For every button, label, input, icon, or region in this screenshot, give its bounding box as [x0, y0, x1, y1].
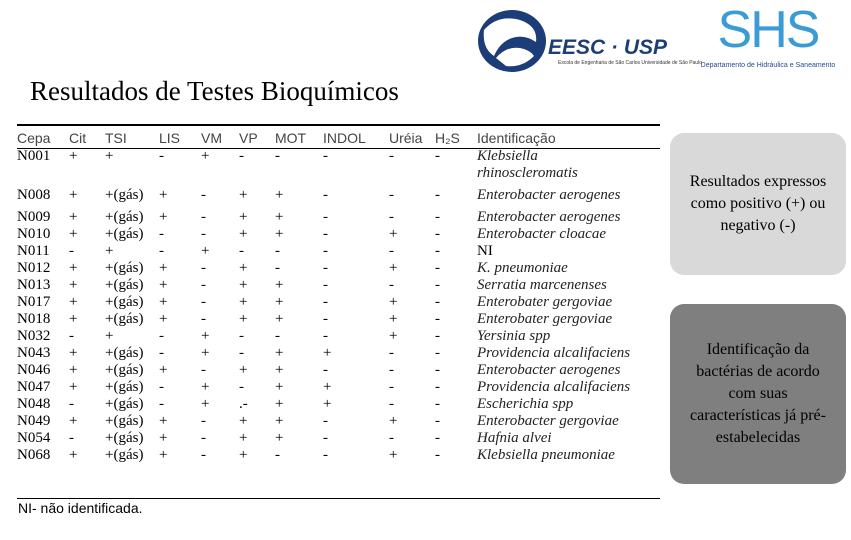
table-cell: +: [201, 345, 210, 361]
table-row: [17, 328, 660, 345]
table-cell: [323, 165, 389, 182]
table-cell: -: [201, 362, 206, 378]
table-cell: -: [435, 209, 440, 225]
table-cell: +: [105, 148, 114, 164]
table-cell: -: [201, 277, 206, 293]
table-cell: -: [435, 311, 440, 327]
identification-cell: Providencia alcalifaciens: [477, 379, 631, 395]
column-header: INDOL: [323, 130, 366, 146]
table-cell: +: [239, 362, 248, 378]
table-cell: -: [435, 328, 440, 344]
table-row: [17, 430, 660, 447]
table-row: [17, 396, 660, 413]
table-cell: [17, 165, 69, 182]
table-cell: -: [201, 226, 206, 242]
table-cell: +: [275, 379, 284, 395]
table-cell: +: [69, 345, 78, 361]
table-cell: +(gás): [105, 379, 144, 395]
identification-cell: Providencia alcalifaciens: [477, 345, 631, 361]
column-header: Cepa: [17, 130, 51, 146]
table-cell: +: [323, 379, 332, 395]
table-cell: [159, 165, 201, 182]
table-cell: [105, 165, 159, 182]
table-cell: N008: [17, 187, 51, 203]
table-cell: +: [159, 187, 168, 203]
shs-logo-subtext: Departamento de Hidráulica e Saneamento: [700, 62, 836, 69]
table-row: [17, 260, 660, 277]
table-cell: -: [323, 187, 328, 203]
identification-cell: Enterobater gergoviae: [477, 294, 613, 310]
table-cell: +: [275, 209, 284, 225]
table-cell: -: [275, 328, 280, 344]
table-cell: +: [239, 447, 248, 463]
table-cell: -: [389, 430, 394, 446]
table-cell: +(gás): [105, 413, 144, 429]
identification-cell: Klebsiella: [477, 148, 538, 164]
table-row: [17, 294, 660, 311]
table-cell: -: [435, 187, 440, 203]
column-header: LIS: [159, 130, 181, 146]
identification-cell: Escherichia spp: [477, 396, 574, 412]
table-cell: -: [275, 260, 280, 276]
table-header-row: [17, 128, 660, 148]
table-cell: N046: [17, 362, 51, 378]
table-cell: -: [435, 294, 440, 310]
table-cell: -: [435, 243, 440, 259]
table-cell: +: [239, 311, 248, 327]
table-cell: N049: [17, 413, 51, 429]
table-cell: -: [435, 362, 440, 378]
table-cell: +: [201, 396, 210, 412]
table-row: [17, 345, 660, 362]
table-cell: -: [239, 328, 244, 344]
table-cell: +: [239, 209, 248, 225]
table-cell: N047: [17, 379, 51, 395]
identification-cell: NI: [477, 243, 493, 259]
table-cell: -: [389, 396, 394, 412]
table-cell: -: [323, 447, 328, 463]
table-cell: +: [69, 277, 78, 293]
table-cell: -: [159, 328, 164, 344]
table-cell: -: [389, 379, 394, 395]
identification-cell: K. pneumoniae: [477, 260, 568, 276]
footnote: NI- não identificada.: [18, 500, 143, 516]
table-cell: +: [275, 430, 284, 446]
table-cell: -: [159, 379, 164, 395]
table-row: [17, 243, 660, 260]
table-cell: +: [159, 430, 168, 446]
table-cell: +: [105, 243, 114, 259]
table-cell: +: [69, 260, 78, 276]
table-cell: N018: [17, 311, 51, 327]
table-cell: +: [69, 148, 78, 164]
table-cell: -: [435, 148, 440, 164]
table-cell: -: [435, 260, 440, 276]
table-row: [17, 447, 660, 464]
column-header: Identificação: [477, 130, 556, 146]
table-cell: +: [275, 294, 284, 310]
table-cell: +: [389, 447, 398, 463]
table-cell: -: [389, 243, 394, 259]
identification-cell: Hafnia alvei: [477, 430, 552, 446]
table-cell: +(gás): [105, 187, 144, 203]
table-cell: -: [435, 226, 440, 242]
table-cell: +: [201, 243, 210, 259]
table-cell: .-: [239, 396, 248, 412]
table-cell: N032: [17, 328, 51, 344]
table-cell: +(gás): [105, 277, 144, 293]
table-cell: -: [275, 243, 280, 259]
table-cell: +(gás): [105, 430, 144, 446]
table-cell: +: [239, 226, 248, 242]
table-row: [17, 362, 660, 379]
table-cell: N013: [17, 277, 51, 293]
table-cell: -: [323, 277, 328, 293]
table-cell: -: [389, 187, 394, 203]
table-cell: -: [201, 447, 206, 463]
table-cell: -: [435, 379, 440, 395]
identification-cell: Enterobacter aerogenes: [477, 187, 621, 203]
table-cell: +: [201, 148, 210, 164]
table-cell: -: [323, 148, 328, 164]
table-cell: -: [389, 209, 394, 225]
table-row: [17, 165, 660, 182]
table-cell: +: [239, 413, 248, 429]
table-cell: -: [275, 447, 280, 463]
table-cell: N012: [17, 260, 51, 276]
table-cell: +: [159, 362, 168, 378]
table-cell: +: [239, 187, 248, 203]
table-cell: -: [323, 209, 328, 225]
table-row: [17, 226, 660, 243]
table-cell: +: [159, 413, 168, 429]
table-cell: -: [435, 396, 440, 412]
table-cell: +: [69, 226, 78, 242]
table-cell: -: [435, 277, 440, 293]
table-cell: +: [275, 396, 284, 412]
info-box-results: [670, 133, 846, 275]
table-cell: +(gás): [105, 260, 144, 276]
table-cell: -: [323, 413, 328, 429]
table-cell: +: [159, 311, 168, 327]
table-cell: N043: [17, 345, 51, 361]
identification-cell: Enterobacter aerogenes: [477, 209, 621, 225]
identification-cell: Enterobacter gergoviae: [477, 413, 619, 429]
table-bottom-rule: [17, 498, 660, 499]
table-cell: +: [69, 379, 78, 395]
table-cell: +: [69, 311, 78, 327]
identification-cell: Enterobacter cloacae: [477, 226, 606, 242]
table-cell: +(gás): [105, 294, 144, 310]
table-cell: -: [239, 345, 244, 361]
table-cell: +: [239, 277, 248, 293]
table-cell: +: [389, 294, 398, 310]
table-cell: +: [69, 447, 78, 463]
table-cell: [435, 165, 477, 182]
table-cell: -: [159, 396, 164, 412]
table-cell: +: [159, 294, 168, 310]
identification-cell: Enterobater gergoviae: [477, 311, 613, 327]
table-cell: -: [323, 430, 328, 446]
table-cell: +: [323, 345, 332, 361]
table-cell: -: [201, 294, 206, 310]
info-box-identification-text: Identificação da bactérias de acordo com suas características já pré-estabelecidas: [690, 341, 826, 446]
identification-cell: Yersinia spp: [477, 328, 551, 344]
table-cell: -: [435, 447, 440, 463]
table-cell: -: [201, 260, 206, 276]
table-cell: -: [69, 430, 74, 446]
table-cell: [201, 165, 239, 182]
table-cell: -: [435, 430, 440, 446]
table-cell: -: [159, 148, 164, 164]
table-cell: [239, 165, 275, 182]
table-row: [17, 311, 660, 328]
table-cell: [69, 165, 105, 182]
table-cell: +: [389, 328, 398, 344]
column-header: Uréia: [389, 130, 423, 146]
column-header: H₂S: [435, 130, 460, 146]
table-cell: +(gás): [105, 226, 144, 242]
table-row: [17, 182, 660, 209]
table-cell: +: [201, 379, 210, 395]
table-cell: -: [201, 187, 206, 203]
table-cell: -: [201, 413, 206, 429]
table-cell: N048: [17, 396, 51, 412]
table-cell: +(gás): [105, 345, 144, 361]
table-cell: +: [159, 209, 168, 225]
shs-logo-text: SHS: [717, 1, 819, 59]
table-cell: +(gás): [105, 362, 144, 378]
table-row: [17, 379, 660, 396]
table-cell: +: [275, 362, 284, 378]
table-cell: +: [239, 430, 248, 446]
table-cell: +(gás): [105, 447, 144, 463]
identification-cell: rhinoscleromatis: [477, 165, 578, 181]
table-cell: -: [201, 430, 206, 446]
table-cell: N001: [17, 148, 51, 164]
column-header: Cit: [69, 130, 87, 146]
table-cell: -: [159, 243, 164, 259]
table-cell: +: [275, 413, 284, 429]
table-cell: +: [159, 277, 168, 293]
table-cell: +: [105, 328, 114, 344]
table-cell: +: [69, 294, 78, 310]
table-cell: +: [275, 311, 284, 327]
column-header: TSI: [105, 130, 127, 146]
table-cell: -: [389, 148, 394, 164]
table-cell: N017: [17, 294, 51, 310]
table-cell: -: [435, 345, 440, 361]
table-cell: -: [389, 345, 394, 361]
table-cell: -: [323, 328, 328, 344]
column-header: VP: [239, 130, 258, 146]
globe-icon: [476, 8, 548, 74]
table-cell: +: [159, 447, 168, 463]
biochemical-results-table: [17, 124, 660, 500]
table-cell: +(gás): [105, 209, 144, 225]
table-cell: -: [323, 226, 328, 242]
eesc-logo-text: EESC · USP: [548, 36, 668, 59]
table-cell: +: [389, 260, 398, 276]
table-cell: +: [389, 311, 398, 327]
table-row: [17, 413, 660, 430]
table-cell: [275, 165, 323, 182]
shs-logo: [688, 1, 848, 76]
info-box-results-text: Resultados expressos como positivo (+) ou negativo (-): [689, 173, 827, 234]
table-cell: +: [239, 260, 248, 276]
table-cell: +: [275, 277, 284, 293]
table-top-rule: [17, 124, 660, 126]
table-cell: N009: [17, 209, 51, 225]
identification-cell: Enterobacter aerogenes: [477, 362, 621, 378]
table-cell: N011: [17, 243, 50, 259]
table-cell: -: [69, 396, 74, 412]
table-cell: -: [69, 243, 74, 259]
table-row: [17, 209, 660, 226]
table-cell: +: [389, 226, 398, 242]
table-row: [17, 277, 660, 294]
table-cell: +: [275, 345, 284, 361]
table-cell: -: [389, 277, 394, 293]
table-cell: +: [69, 413, 78, 429]
table-cell: -: [201, 311, 206, 327]
table-cell: +: [69, 187, 78, 203]
identification-cell: Serratia marcenenses: [477, 277, 607, 293]
eesc-usp-logo: [476, 8, 702, 74]
table-cell: [389, 165, 435, 182]
table-cell: +(gás): [105, 396, 144, 412]
info-box-identification: [670, 304, 846, 484]
table-cell: -: [323, 243, 328, 259]
table-cell: -: [435, 413, 440, 429]
table-cell: +: [323, 396, 332, 412]
table-cell: N054: [17, 430, 51, 446]
table-cell: +: [69, 209, 78, 225]
table-cell: -: [239, 148, 244, 164]
table-cell: -: [389, 362, 394, 378]
table-cell: +: [389, 413, 398, 429]
table-cell: -: [159, 226, 164, 242]
table-cell: -: [275, 148, 280, 164]
table-cell: -: [323, 294, 328, 310]
table-cell: -: [159, 345, 164, 361]
table-cell: -: [323, 260, 328, 276]
table-cell: +: [239, 294, 248, 310]
table-cell: -: [239, 379, 244, 395]
table-cell: N010: [17, 226, 51, 242]
table-cell: -: [323, 311, 328, 327]
table-cell: +: [69, 362, 78, 378]
table-cell: -: [201, 209, 206, 225]
table-cell: -: [323, 362, 328, 378]
table-cell: -: [239, 243, 244, 259]
table-cell: -: [69, 328, 74, 344]
identification-cell: Klebsiella pneumoniae: [477, 447, 615, 463]
table-cell: N068: [17, 447, 51, 463]
page-title: Resultados de Testes Bioquímicos: [30, 76, 399, 106]
table-cell: +: [159, 260, 168, 276]
table-cell: +(gás): [105, 311, 144, 327]
table-cell: +: [275, 187, 284, 203]
column-header: VM: [201, 130, 222, 146]
table-cell: +: [201, 328, 210, 344]
eesc-logo-subtext: Escola de Engenharia de São Carlos Universidade de São Paulo: [558, 60, 702, 66]
table-cell: +: [275, 226, 284, 242]
column-header: MOT: [275, 130, 307, 146]
table-row: [17, 148, 660, 165]
